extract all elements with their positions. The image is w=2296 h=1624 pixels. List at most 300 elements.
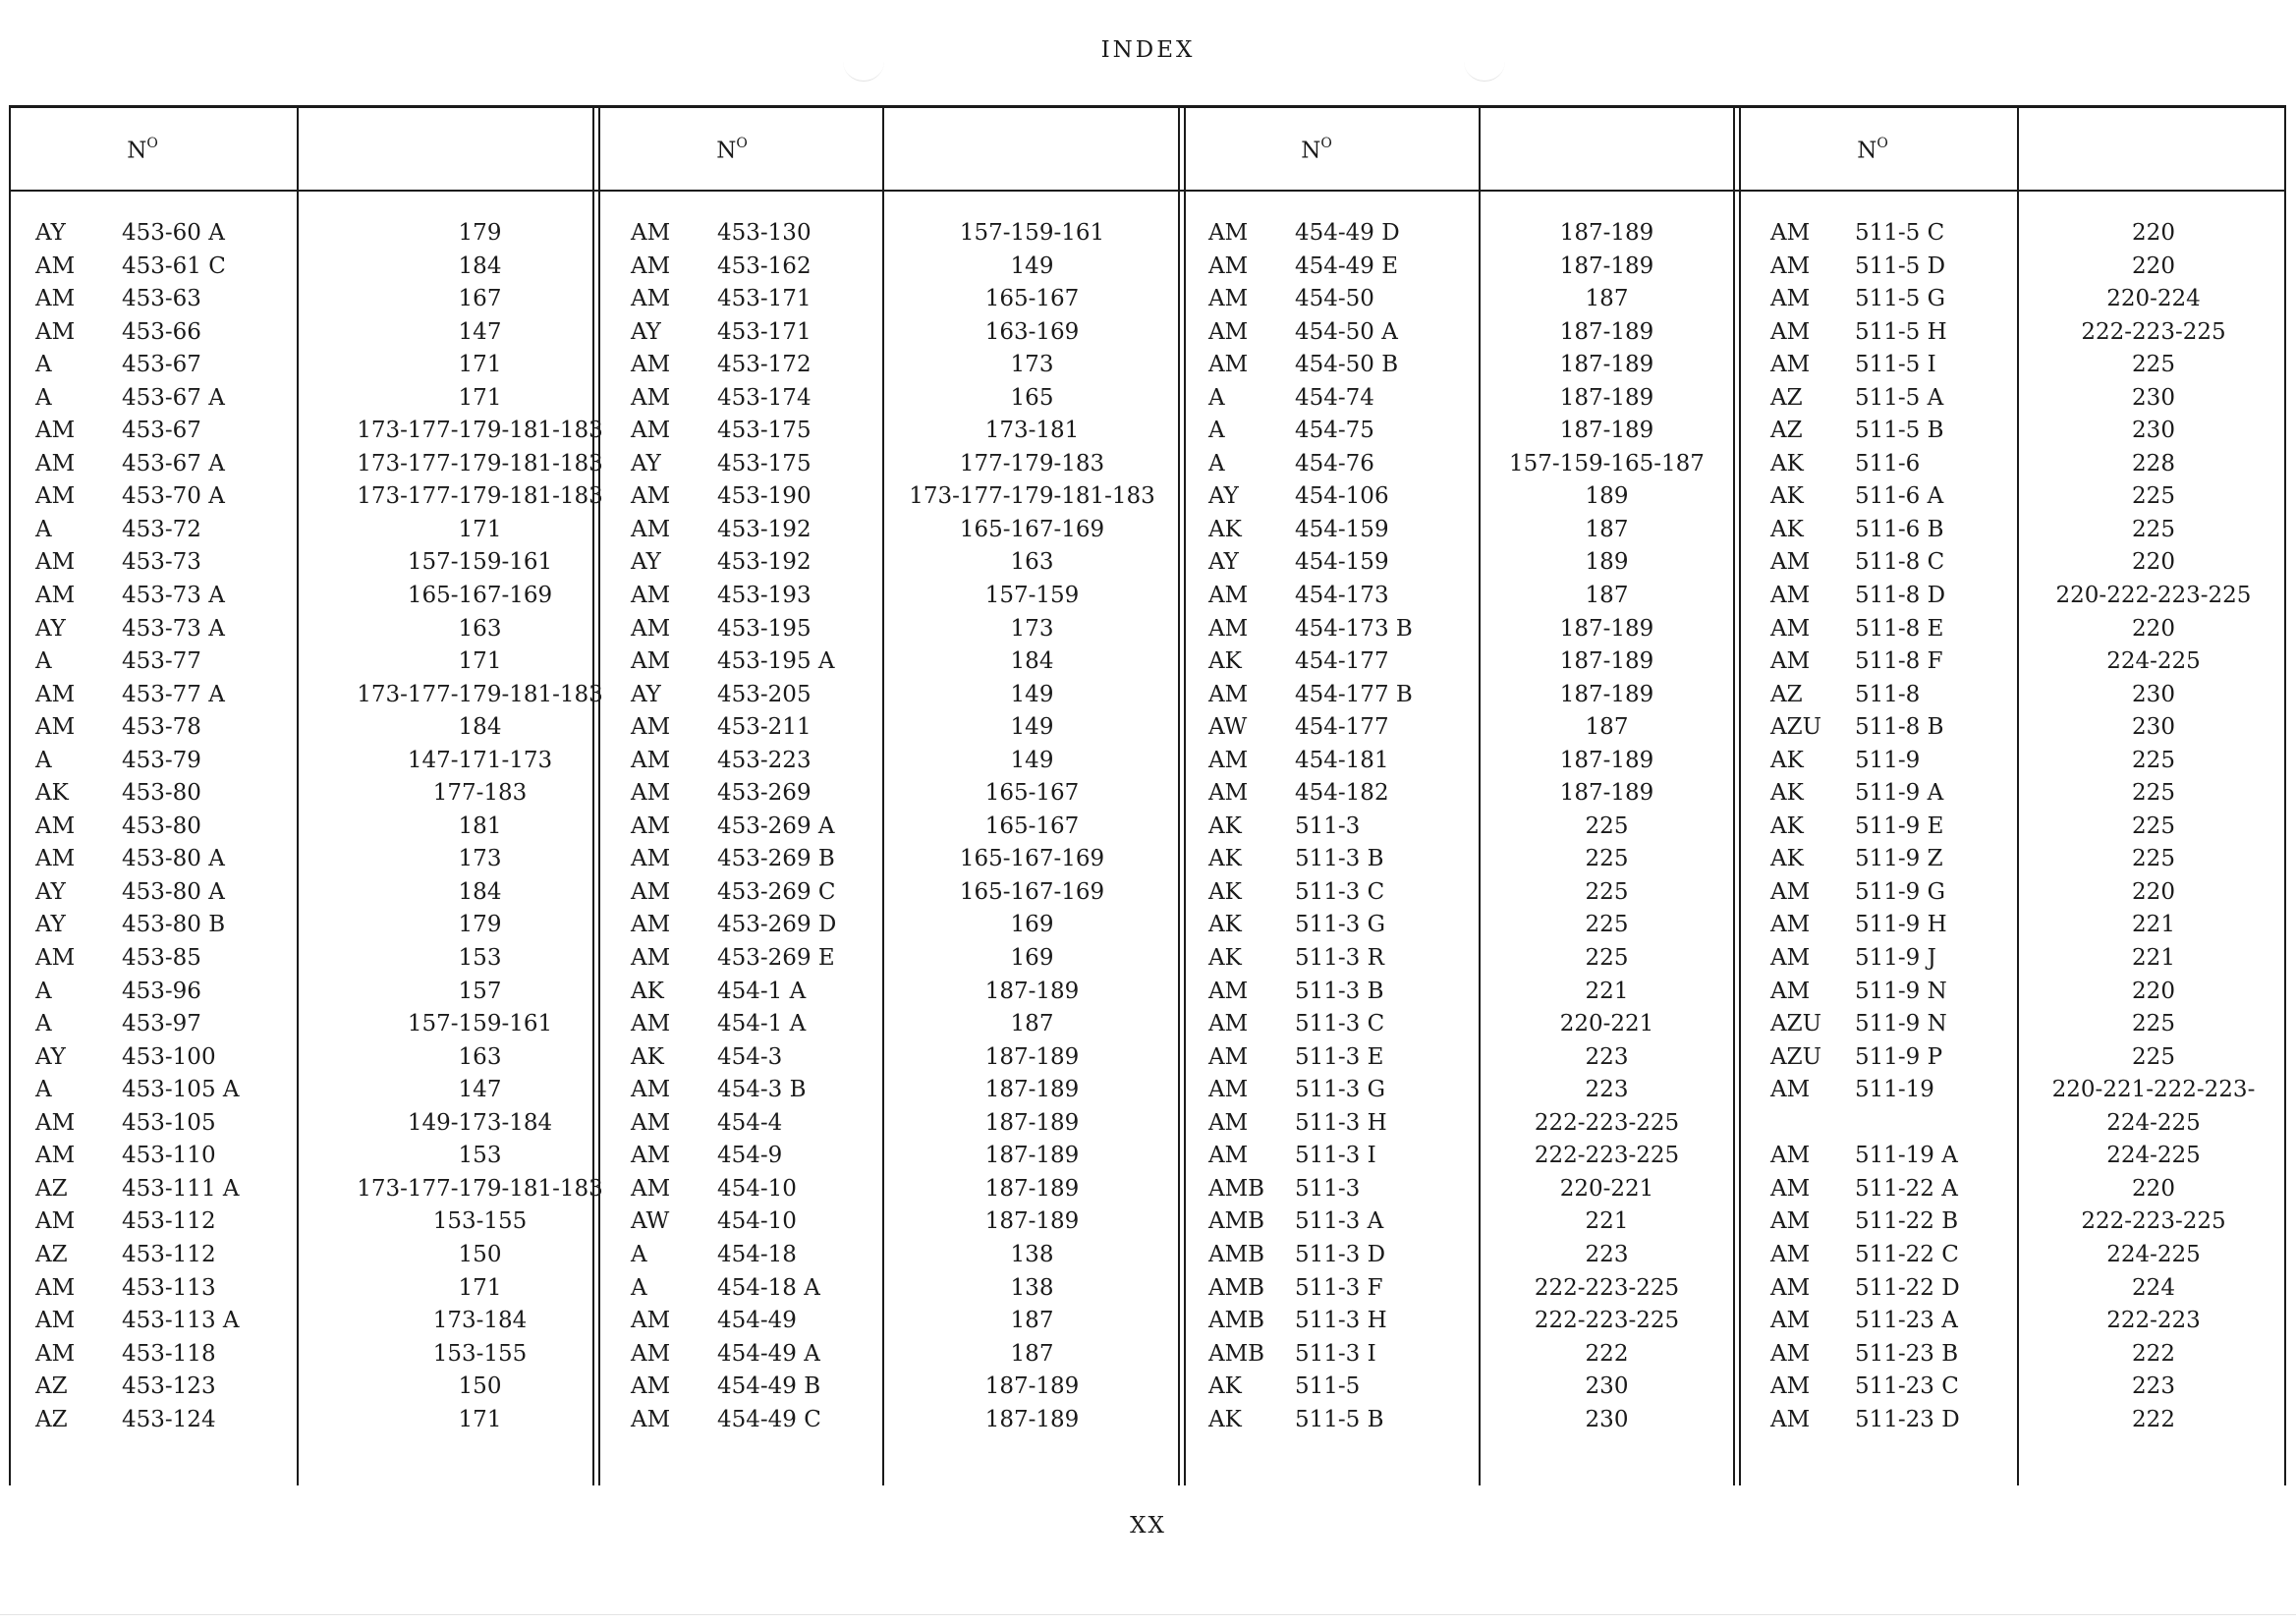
catalog-number: 453-110 xyxy=(122,1143,216,1169)
index-row xyxy=(35,1373,625,1407)
catalog-number: 453-190 xyxy=(717,483,812,510)
index-row xyxy=(1208,352,1732,385)
index-row xyxy=(35,517,625,550)
catalog-number: 454-75 xyxy=(1295,418,1374,444)
index-row xyxy=(1770,1077,2286,1110)
index-row xyxy=(631,1208,1177,1242)
page-references: 173-177-179-181-183 xyxy=(357,418,603,444)
page-references: 223 xyxy=(2132,1373,2175,1400)
series-prefix: AM xyxy=(1770,1208,1811,1235)
page-references: 230 xyxy=(1585,1373,1629,1400)
series-prefix: AK xyxy=(1208,878,1242,905)
index-row xyxy=(35,483,625,517)
page-references: 187-189 xyxy=(1559,252,1654,279)
series-prefix: AM xyxy=(35,1340,76,1367)
page-references: 220-222-223-225 xyxy=(2055,583,2252,609)
page-references: 220 xyxy=(2132,978,2175,1004)
series-prefix: AM xyxy=(1770,912,1811,938)
page-references: 225 xyxy=(2132,483,2175,510)
index-row xyxy=(35,912,625,945)
catalog-number: 511-3 H xyxy=(1295,1109,1387,1136)
page-references: 179 xyxy=(458,220,502,246)
catalog-number: 511-3 I xyxy=(1295,1340,1376,1367)
index-row xyxy=(1770,1044,2286,1078)
series-prefix: AM xyxy=(1770,1241,1811,1267)
page-references: 222-223-225 xyxy=(1534,1143,1680,1169)
index-row xyxy=(1208,1341,1732,1374)
series-prefix: AM xyxy=(1208,1011,1249,1037)
series-prefix: AK xyxy=(1770,483,1804,510)
page-references: 187 xyxy=(1585,583,1629,609)
catalog-number: 511-3 B xyxy=(1295,846,1384,872)
index-row xyxy=(1770,418,2286,451)
page-references: 171 xyxy=(458,516,502,542)
page-references: 187-189 xyxy=(984,1373,1080,1400)
page-references: 153 xyxy=(458,945,502,972)
series-prefix: AMB xyxy=(1208,1241,1265,1267)
page-references: 222-223-225 xyxy=(2081,318,2226,345)
page-references: 223 xyxy=(1585,1241,1629,1267)
series-prefix: A xyxy=(35,648,52,675)
index-row xyxy=(1770,385,2286,419)
series-prefix: AM xyxy=(631,1011,671,1037)
index-row xyxy=(1208,220,1732,253)
index-row xyxy=(1208,1373,1732,1407)
series-prefix: AM xyxy=(1770,583,1811,609)
index-row xyxy=(631,451,1177,484)
catalog-number: 453-67 A xyxy=(122,450,225,476)
series-prefix: AM xyxy=(1770,286,1811,312)
catalog-number: 511-3 E xyxy=(1295,1043,1384,1070)
series-prefix: AK xyxy=(1208,516,1242,542)
catalog-number: 453-192 xyxy=(717,549,812,576)
index-row xyxy=(1208,549,1732,583)
series-prefix: A xyxy=(35,516,52,542)
series-prefix: AZ xyxy=(35,1373,68,1400)
series-prefix: AM xyxy=(1770,615,1811,642)
catalog-number: 453-269 B xyxy=(717,846,835,872)
catalog-number: 453-100 xyxy=(122,1043,216,1070)
index-row xyxy=(631,616,1177,649)
page-references: 225 xyxy=(1585,812,1629,839)
series-prefix: AY xyxy=(1208,483,1239,510)
scan-edge xyxy=(0,1614,2296,1615)
catalog-number: 454-18 xyxy=(717,1241,797,1267)
catalog-number: 453-61 C xyxy=(122,252,226,279)
index-row xyxy=(1770,1275,2286,1309)
page-references: 163 xyxy=(458,615,502,642)
series-prefix: AM xyxy=(35,1143,76,1169)
series-prefix: A xyxy=(1208,384,1225,411)
index-row xyxy=(35,979,625,1012)
catalog-number: 453-193 xyxy=(717,583,812,609)
catalog-number: 511-3 G xyxy=(1295,912,1385,938)
catalog-number: 454-1 A xyxy=(717,1011,807,1037)
index-column-block xyxy=(1208,220,1732,1439)
index-row xyxy=(1208,648,1732,682)
page-references: 165-167-169 xyxy=(959,516,1105,542)
page-references: 222 xyxy=(2132,1406,2175,1432)
catalog-number: 453-80 A xyxy=(122,878,225,905)
series-prefix: AM xyxy=(1770,945,1811,972)
page-references: 230 xyxy=(2132,681,2175,707)
index-row xyxy=(631,583,1177,616)
catalog-number: 454-181 xyxy=(1295,747,1389,773)
index-row xyxy=(1208,583,1732,616)
page-references: 224-225 xyxy=(2106,1241,2201,1267)
index-row xyxy=(631,1275,1177,1309)
catalog-number: 511-3 I xyxy=(1295,1143,1376,1169)
catalog-number: 511-3 B xyxy=(1295,978,1384,1004)
page-references: 220 xyxy=(2132,252,2175,279)
catalog-number: 454-4 xyxy=(717,1109,783,1136)
catalog-number: 454-173 B xyxy=(1295,615,1413,642)
catalog-number: 511-5 D xyxy=(1855,252,1946,279)
page-references: 173-177-179-181-183 xyxy=(357,450,603,476)
catalog-number: 453-77 A xyxy=(122,681,225,707)
index-row xyxy=(631,220,1177,253)
page-references: 173 xyxy=(458,846,502,872)
series-prefix: AY xyxy=(1208,549,1239,576)
series-prefix: AM xyxy=(1208,252,1249,279)
page-references: 165-167 xyxy=(984,812,1080,839)
series-prefix: AM xyxy=(1770,878,1811,905)
index-row xyxy=(631,879,1177,913)
page-references: 221 xyxy=(2132,945,2175,972)
catalog-number: 511-8 F xyxy=(1855,648,1943,675)
page-references: 220 xyxy=(2132,1175,2175,1202)
series-prefix: AM xyxy=(35,252,76,279)
index-row xyxy=(1770,319,2286,353)
series-prefix: AK xyxy=(1208,648,1242,675)
series-prefix: AY xyxy=(631,318,661,345)
catalog-number: 511-23 B xyxy=(1855,1340,1959,1367)
index-row xyxy=(631,714,1177,748)
index-row xyxy=(631,1011,1177,1044)
series-prefix: AM xyxy=(1208,615,1249,642)
catalog-number: 453-174 xyxy=(717,384,812,411)
series-prefix: AM xyxy=(631,615,671,642)
catalog-number: 454-10 xyxy=(717,1175,797,1202)
index-row xyxy=(1208,1275,1732,1309)
catalog-number: 453-269 A xyxy=(717,812,835,839)
series-prefix: AM xyxy=(35,583,76,609)
series-prefix: AM xyxy=(35,714,76,741)
index-row xyxy=(1770,352,2286,385)
page-references: 165-167-169 xyxy=(407,583,553,609)
page-references: 147-171-173 xyxy=(407,747,553,773)
index-row xyxy=(35,682,625,715)
index-row xyxy=(631,1308,1177,1341)
index-row xyxy=(1770,979,2286,1012)
page-references: 222-223-225 xyxy=(1534,1308,1680,1334)
series-prefix: AM xyxy=(1770,549,1811,576)
page-references: 157-159-165-187 xyxy=(1509,450,1705,476)
series-prefix: AK xyxy=(1770,780,1804,807)
series-prefix: AM xyxy=(1208,1143,1249,1169)
series-prefix: AM xyxy=(1770,220,1811,246)
page-references: 138 xyxy=(1010,1241,1054,1267)
index-row xyxy=(1208,1110,1732,1144)
series-prefix: A xyxy=(35,384,52,411)
catalog-number: 511-5 B xyxy=(1295,1406,1384,1432)
page-references: 224-225 xyxy=(2106,1109,2201,1136)
series-prefix: AM xyxy=(35,1109,76,1136)
series-prefix: AY xyxy=(631,549,661,576)
page-references: 173-177-179-181-183 xyxy=(357,1175,603,1202)
series-prefix: AM xyxy=(631,648,671,675)
page-references: 165-167-169 xyxy=(959,878,1105,905)
series-prefix: AZU xyxy=(1770,1011,1821,1037)
index-row xyxy=(35,1176,625,1209)
page-references: 220 xyxy=(2132,220,2175,246)
catalog-number: 453-118 xyxy=(122,1340,216,1367)
page-references: 169 xyxy=(1010,912,1054,938)
page-references: 189 xyxy=(1585,549,1629,576)
index-row xyxy=(631,979,1177,1012)
page-references: 157-159-161 xyxy=(959,220,1105,246)
catalog-number: 453-105 xyxy=(122,1109,216,1136)
series-prefix: AK xyxy=(1208,812,1242,839)
catalog-number: 511-19 A xyxy=(1855,1143,1958,1169)
page-references: 230 xyxy=(1585,1406,1629,1432)
catalog-number: 453-97 xyxy=(122,1011,201,1037)
catalog-number: 511-8 C xyxy=(1855,549,1945,576)
index-row xyxy=(1208,517,1732,550)
series-prefix: AMB xyxy=(1208,1208,1265,1235)
series-prefix: AM xyxy=(1770,1077,1811,1103)
page-references: 187-189 xyxy=(1559,418,1654,444)
catalog-number: 454-50 A xyxy=(1295,318,1398,345)
index-row xyxy=(631,1373,1177,1407)
series-prefix: AM xyxy=(35,483,76,510)
catalog-number: 511-23 C xyxy=(1855,1373,1959,1400)
page-references: 149 xyxy=(1010,252,1054,279)
catalog-number: 511-8 B xyxy=(1855,714,1944,741)
index-row xyxy=(1208,1077,1732,1110)
catalog-number: 453-123 xyxy=(122,1373,216,1400)
page-references: 173-177-179-181-183 xyxy=(357,681,603,707)
catalog-number: 511-23 D xyxy=(1855,1406,1960,1432)
page-references: 228 xyxy=(2132,450,2175,476)
index-row xyxy=(1208,945,1732,979)
page-references: 187-189 xyxy=(1559,384,1654,411)
catalog-number: 454-74 xyxy=(1295,384,1374,411)
catalog-number: 453-172 xyxy=(717,352,812,378)
series-prefix: AM xyxy=(1208,681,1249,707)
column-header-no: $N^O$ xyxy=(716,136,748,164)
catalog-number: 454-3 xyxy=(717,1043,783,1070)
index-row xyxy=(1770,714,2286,748)
page-references: 149-173-184 xyxy=(407,1109,553,1136)
catalog-number: 453-67 A xyxy=(122,384,225,411)
catalog-number: 453-80 B xyxy=(122,912,226,938)
index-row xyxy=(35,1110,625,1144)
page-references: 225 xyxy=(1585,846,1629,872)
page-references: 150 xyxy=(458,1241,502,1267)
series-prefix: A xyxy=(1208,450,1225,476)
series-prefix: AK xyxy=(1770,516,1804,542)
page-title: INDEX xyxy=(1100,37,1196,63)
index-row xyxy=(1770,748,2286,781)
index-row xyxy=(35,220,625,253)
catalog-number: 511-3 H xyxy=(1295,1308,1387,1334)
series-prefix: AMB xyxy=(1208,1175,1265,1202)
series-prefix: AM xyxy=(631,945,671,972)
index-row xyxy=(1208,616,1732,649)
page-number: XX xyxy=(1130,1513,1166,1539)
header-divider xyxy=(9,190,2286,192)
page-references: 221 xyxy=(1585,1208,1629,1235)
index-row xyxy=(1208,879,1732,913)
catalog-number: 511-5 G xyxy=(1855,286,1945,312)
page-references: 223 xyxy=(1585,1043,1629,1070)
series-prefix: AM xyxy=(35,286,76,312)
index-row xyxy=(1770,1176,2286,1209)
catalog-number: 511-6 B xyxy=(1855,516,1944,542)
page-references: 220 xyxy=(2132,878,2175,905)
index-row xyxy=(1770,846,2286,879)
page-references: 184 xyxy=(458,878,502,905)
series-prefix: AM xyxy=(35,318,76,345)
series-prefix: A xyxy=(1208,418,1225,444)
series-prefix: AM xyxy=(35,549,76,576)
series-prefix: AW xyxy=(631,1208,670,1235)
index-row xyxy=(35,1308,625,1341)
catalog-number: 511-3 xyxy=(1295,1175,1361,1202)
catalog-number: 453-70 A xyxy=(122,483,225,510)
page-references: 187-189 xyxy=(1559,648,1654,675)
page-references: 153 xyxy=(458,1143,502,1169)
catalog-number: 453-124 xyxy=(122,1406,216,1432)
index-row xyxy=(631,1143,1177,1176)
catalog-number: 453-175 xyxy=(717,450,812,476)
catalog-number: 511-9 J xyxy=(1855,945,1936,972)
series-prefix: AM xyxy=(35,812,76,839)
index-row xyxy=(1770,451,2286,484)
index-row xyxy=(1208,319,1732,353)
series-prefix: AM xyxy=(1208,352,1249,378)
page-references: 187-189 xyxy=(1559,220,1654,246)
series-prefix: AZ xyxy=(35,1241,68,1267)
series-prefix: AMB xyxy=(1208,1274,1265,1301)
index-row xyxy=(1770,1208,2286,1242)
catalog-number: 453-80 xyxy=(122,780,201,807)
catalog-number: 453-211 xyxy=(717,714,812,741)
series-prefix: AM xyxy=(631,1143,671,1169)
index-row xyxy=(1770,1242,2286,1275)
page-references: 187-189 xyxy=(984,1175,1080,1202)
page-references: 177-183 xyxy=(432,780,528,807)
catalog-number: 454-49 C xyxy=(717,1406,821,1432)
page-references: 225 xyxy=(2132,352,2175,378)
series-prefix: AM xyxy=(631,220,671,246)
catalog-number: 511-22 C xyxy=(1855,1241,1959,1267)
index-row xyxy=(1208,1011,1732,1044)
catalog-number: 511-3 G xyxy=(1295,1077,1385,1103)
catalog-number: 511-3 F xyxy=(1295,1274,1383,1301)
series-prefix: AM xyxy=(631,1340,671,1367)
catalog-number: 454-9 xyxy=(717,1143,783,1169)
catalog-number: 511-9 xyxy=(1855,747,1921,773)
page-references: 230 xyxy=(2132,714,2175,741)
index-row xyxy=(1208,253,1732,287)
page-references: 187-189 xyxy=(1559,780,1654,807)
index-row xyxy=(1770,220,2286,253)
series-prefix: AM xyxy=(631,714,671,741)
page-references: 187-189 xyxy=(1559,352,1654,378)
index-row xyxy=(35,879,625,913)
catalog-number: 453-269 D xyxy=(717,912,837,938)
page-references: 225 xyxy=(1585,878,1629,905)
catalog-number: 511-9 G xyxy=(1855,878,1945,905)
index-row xyxy=(1208,286,1732,319)
index-row xyxy=(35,1143,625,1176)
catalog-number: 454-177 B xyxy=(1295,681,1413,707)
series-prefix: AK xyxy=(631,1043,664,1070)
page-references: 222-223-225 xyxy=(1534,1274,1680,1301)
page-references: 157-159 xyxy=(984,583,1080,609)
catalog-number: 453-85 xyxy=(122,945,201,972)
series-prefix: A xyxy=(631,1241,647,1267)
catalog-number: 511-9 N xyxy=(1855,978,1947,1004)
index-row xyxy=(631,517,1177,550)
catalog-number: 453-171 xyxy=(717,286,812,312)
catalog-number: 453-130 xyxy=(717,220,812,246)
page-references: 173-177-179-181-183 xyxy=(357,483,603,510)
catalog-number: 453-195 xyxy=(717,615,812,642)
catalog-number: 511-3 C xyxy=(1295,1011,1385,1037)
index-row xyxy=(1770,945,2286,979)
series-prefix: AM xyxy=(35,1274,76,1301)
page-references: 225 xyxy=(1585,945,1629,972)
series-prefix: AM xyxy=(1208,780,1249,807)
series-prefix: AK xyxy=(35,780,69,807)
series-prefix: AMB xyxy=(1208,1308,1265,1334)
index-row xyxy=(35,813,625,847)
catalog-number: 453-80 A xyxy=(122,846,225,872)
catalog-number: 511-5 B xyxy=(1855,418,1944,444)
page-references: 187 xyxy=(1010,1340,1054,1367)
catalog-number: 453-73 xyxy=(122,549,201,576)
index-row xyxy=(631,846,1177,879)
series-prefix: A xyxy=(35,352,52,378)
page-references: 181 xyxy=(458,812,502,839)
page-references: 167 xyxy=(458,286,502,312)
catalog-number: 454-106 xyxy=(1295,483,1389,510)
page-references: 173 xyxy=(1010,352,1054,378)
index-row xyxy=(631,780,1177,813)
page-references: 220-221 xyxy=(1559,1011,1654,1037)
index-row xyxy=(1208,1044,1732,1078)
page-references: 189 xyxy=(1585,483,1629,510)
catalog-number: 453-269 C xyxy=(717,878,836,905)
index-column-block xyxy=(1770,220,2286,1439)
series-prefix: AK xyxy=(1770,450,1804,476)
index-row xyxy=(631,352,1177,385)
index-row xyxy=(1208,1208,1732,1242)
page-references: 187 xyxy=(1010,1308,1054,1334)
page-references: 224-225 xyxy=(2106,1143,2201,1169)
series-prefix: AM xyxy=(631,286,671,312)
index-row xyxy=(631,1341,1177,1374)
series-prefix: AM xyxy=(1208,1043,1249,1070)
series-prefix: AM xyxy=(1770,648,1811,675)
page-references: 220-224 xyxy=(2106,286,2201,312)
page-references: 157-159-161 xyxy=(407,1011,553,1037)
page-references: 187-189 xyxy=(984,1077,1080,1103)
catalog-number: 453-73 A xyxy=(122,583,225,609)
